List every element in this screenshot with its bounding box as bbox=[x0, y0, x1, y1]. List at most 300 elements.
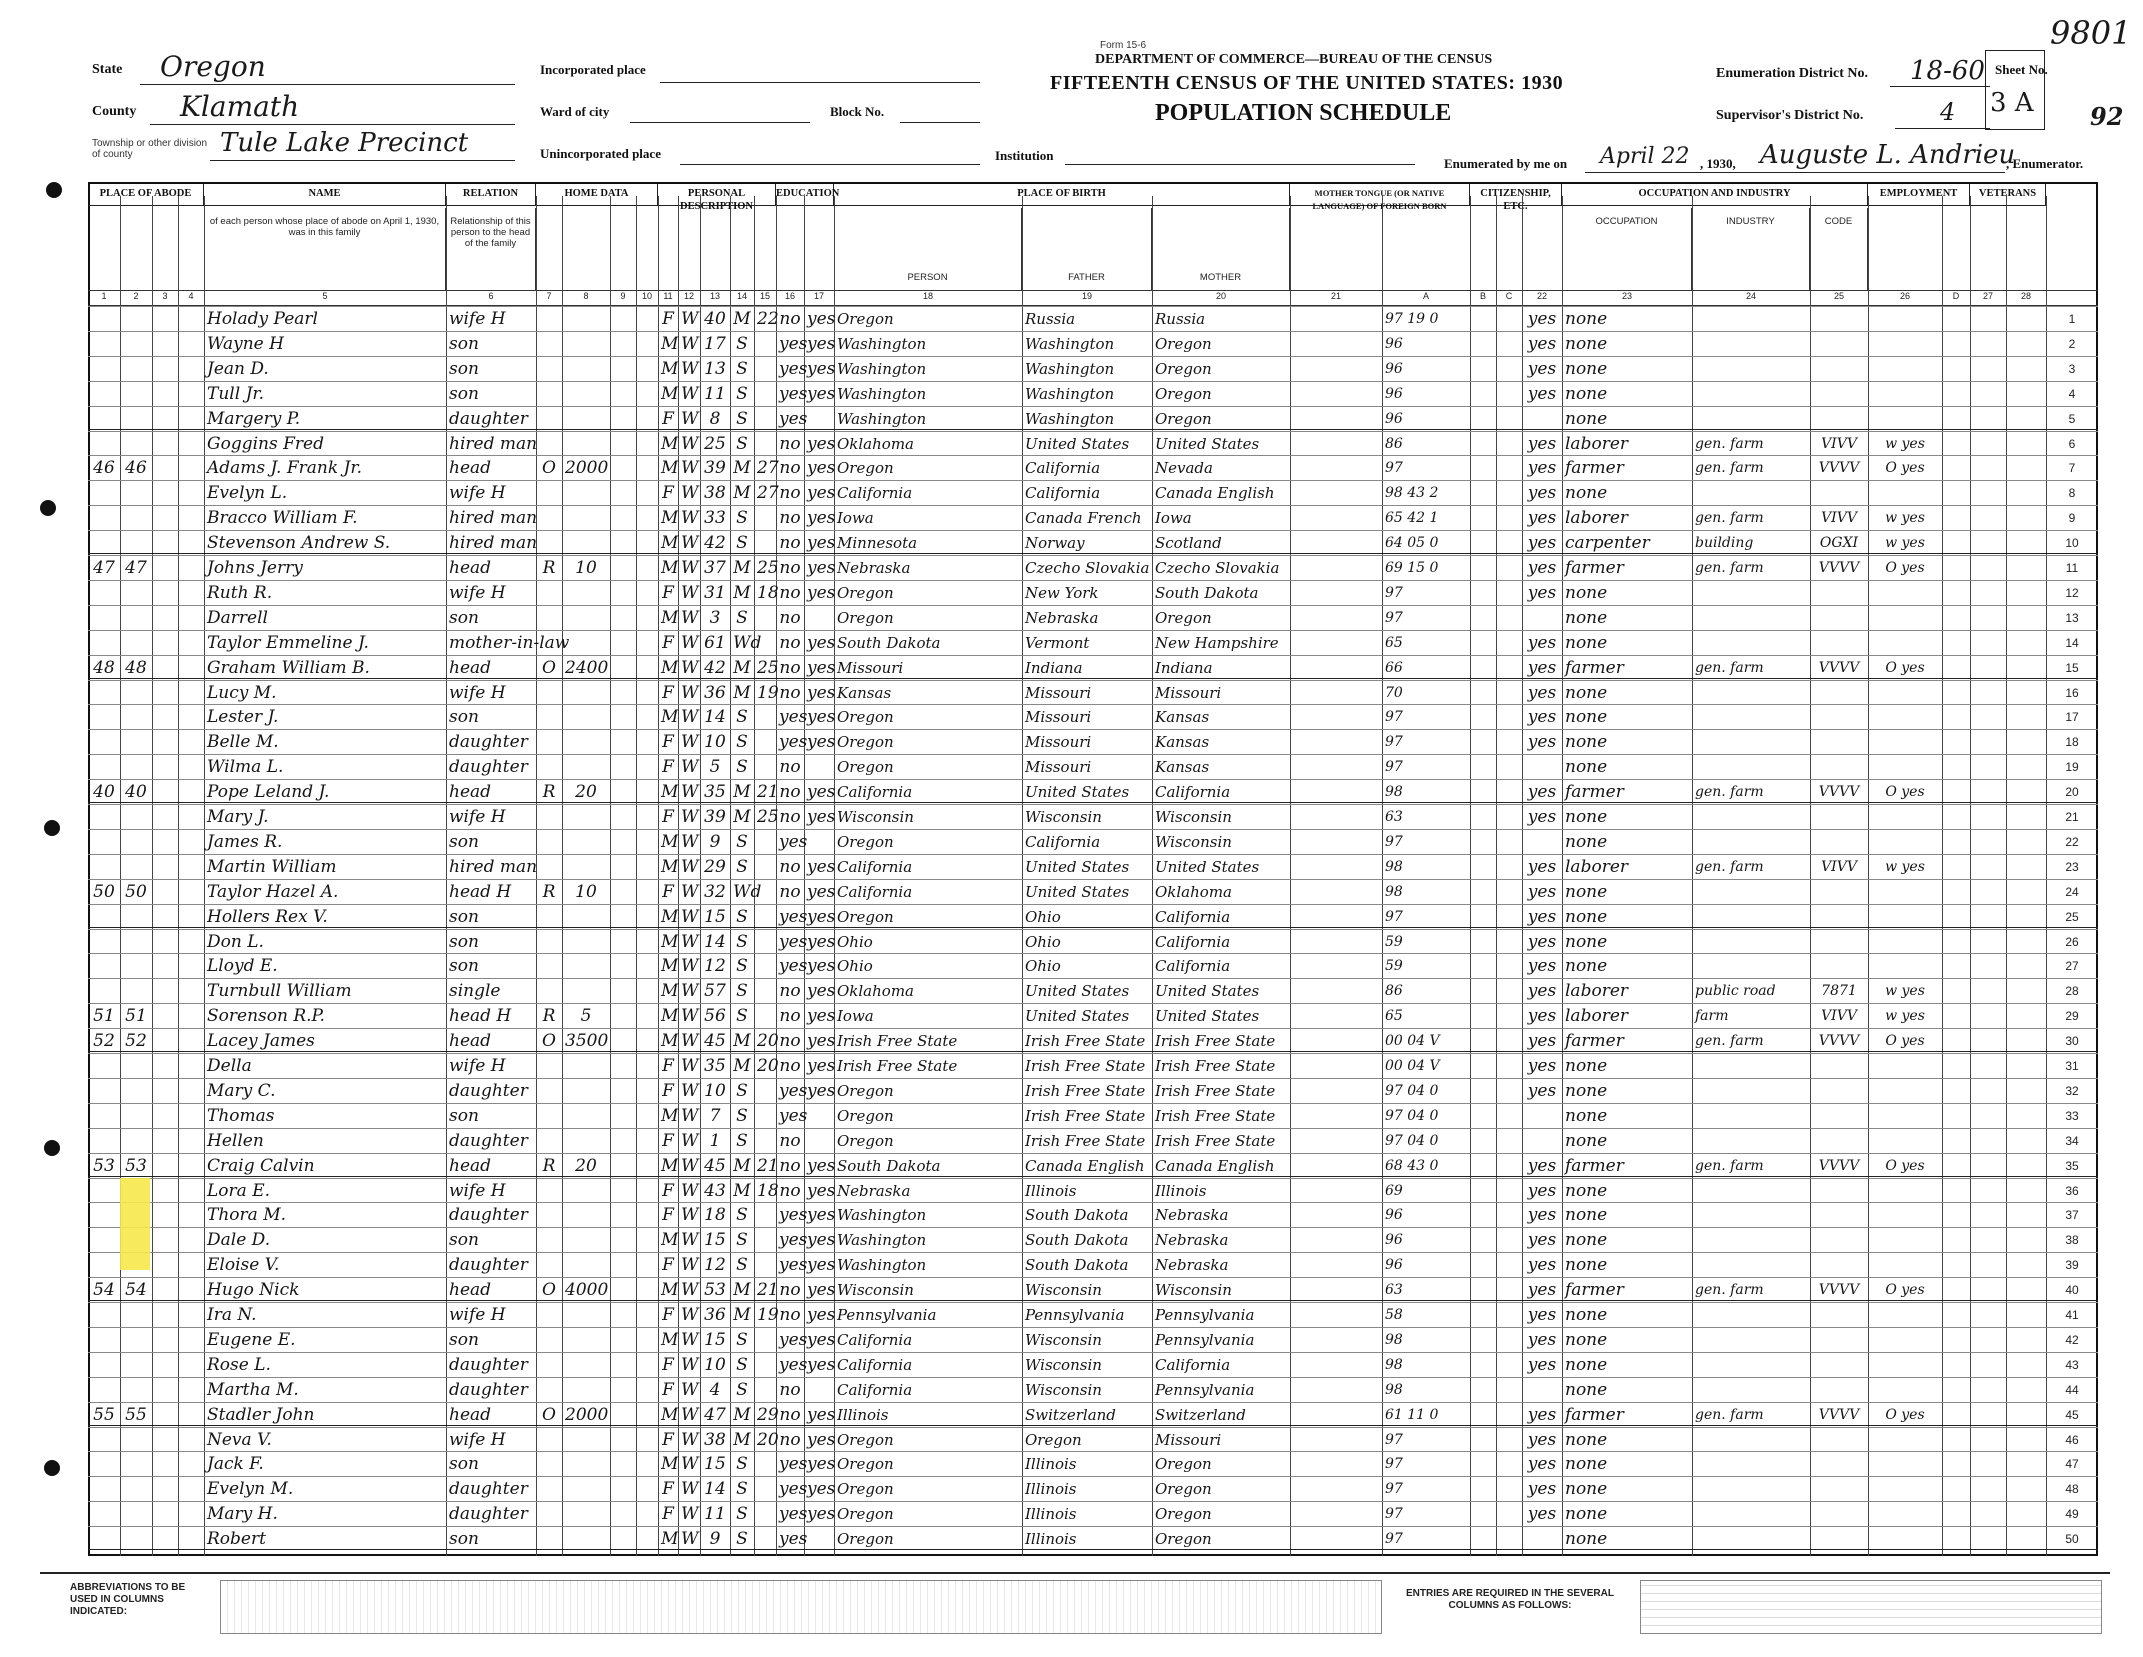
department-title: DEPARTMENT OF COMMERCE—BUREAU OF THE CENSUS bbox=[1095, 52, 1493, 67]
cell-ms: M bbox=[733, 1280, 751, 1301]
cell-race: W bbox=[681, 508, 699, 529]
cell-occ: none bbox=[1565, 1080, 1608, 1101]
cell-fam bbox=[123, 631, 149, 655]
cell-ocode bbox=[1813, 1452, 1865, 1476]
cell-code: 65 bbox=[1385, 1008, 1403, 1025]
cell-sch: no bbox=[779, 433, 801, 454]
cell-occ: none bbox=[1565, 309, 1608, 329]
cell-code: 97 04 0 bbox=[1385, 1107, 1439, 1124]
cell-sch: no bbox=[779, 1305, 801, 1325]
cell-bp: California bbox=[837, 1330, 913, 1349]
table-row bbox=[88, 829, 2098, 853]
cell-val bbox=[565, 407, 607, 431]
cell-rel: son bbox=[449, 1329, 479, 1350]
cell-n: 12 bbox=[2065, 585, 2079, 600]
column-number: 6 bbox=[488, 291, 494, 301]
cell-val bbox=[565, 755, 607, 779]
cell-ocode bbox=[1813, 755, 1865, 779]
cell-age: 8 bbox=[709, 408, 721, 429]
enumerated-year: , 1930, bbox=[1700, 156, 1736, 171]
cell-bpm: Kansas bbox=[1155, 733, 1210, 752]
cell-dw bbox=[91, 382, 117, 406]
cell-emp bbox=[1871, 905, 1939, 929]
cell-name: Mary H. bbox=[207, 1504, 278, 1525]
cell-fam: 51 bbox=[125, 1006, 147, 1027]
cell-bp: California bbox=[837, 1355, 913, 1374]
cell-am bbox=[757, 954, 773, 978]
cell-n: 19 bbox=[2065, 760, 2079, 775]
cell-n: 44 bbox=[2065, 1382, 2079, 1397]
cell-own bbox=[539, 830, 559, 854]
cell-ocode bbox=[1813, 830, 1865, 854]
cell-age: 9 bbox=[709, 831, 721, 852]
column-number: C bbox=[1505, 291, 1513, 301]
cell-fam bbox=[123, 332, 149, 356]
cell-age: 36 bbox=[704, 682, 726, 703]
cell-sch: no bbox=[779, 757, 801, 778]
cell-code: 98 43 2 bbox=[1385, 485, 1439, 502]
cell-n: 25 bbox=[2065, 909, 2079, 924]
cell-bpf: United States bbox=[1025, 857, 1130, 876]
cell-sex: M bbox=[661, 358, 679, 379]
cell-am bbox=[757, 1079, 773, 1103]
cell-emp bbox=[1871, 481, 1939, 505]
cell-emp bbox=[1871, 830, 1939, 854]
cell-ocode bbox=[1813, 1303, 1865, 1327]
cell-dw bbox=[91, 954, 117, 978]
cell-ocode bbox=[1813, 1378, 1865, 1402]
cell-age: 31 bbox=[704, 582, 726, 603]
cell-ind bbox=[1695, 880, 1807, 904]
cell-read: yes bbox=[807, 956, 836, 977]
cell-fam bbox=[123, 581, 149, 605]
cell-n: 39 bbox=[2065, 1258, 2079, 1273]
cell-bpf: Pennsylvania bbox=[1025, 1306, 1125, 1324]
cell-emp: O yes bbox=[1885, 1406, 1925, 1423]
cell-name: Tull Jr. bbox=[207, 383, 265, 404]
cell-n: 42 bbox=[2065, 1332, 2079, 1347]
cell-occ: none bbox=[1565, 881, 1608, 902]
cell-eng: yes bbox=[1527, 1404, 1557, 1425]
cell-fam bbox=[123, 930, 149, 954]
cell-read bbox=[807, 830, 831, 854]
binder-punch bbox=[44, 820, 60, 836]
cell-occ: laborer bbox=[1565, 981, 1629, 1002]
cell-code: 98 bbox=[1385, 883, 1403, 900]
cell-read: yes bbox=[807, 1504, 836, 1525]
cell-name: Neva V. bbox=[207, 1429, 272, 1450]
cell-read: yes bbox=[807, 1080, 836, 1101]
cell-read: yes bbox=[807, 458, 836, 479]
cell-ind bbox=[1695, 407, 1807, 431]
cell-eng: yes bbox=[1527, 1329, 1557, 1350]
cell-sex: M bbox=[661, 1155, 679, 1176]
cell-sex: F bbox=[662, 483, 674, 504]
cell-val bbox=[565, 855, 607, 879]
township-label: Township or other division of county bbox=[92, 138, 208, 160]
cell-am: 19 bbox=[757, 682, 779, 703]
cell-own bbox=[539, 1079, 559, 1103]
cell-bp: Washington bbox=[837, 1231, 927, 1250]
cell-sex: M bbox=[661, 1105, 679, 1126]
cell-name: Lacey James bbox=[207, 1031, 315, 1052]
cell-race: W bbox=[681, 856, 699, 877]
cell-occ: none bbox=[1565, 383, 1608, 404]
cell-rel: daughter bbox=[449, 1255, 528, 1276]
cell-fam bbox=[123, 1527, 149, 1551]
cell-rel: head H bbox=[449, 881, 512, 902]
cell-bpf: Irish Free State bbox=[1025, 1032, 1146, 1051]
cell-bpf: Missouri bbox=[1025, 683, 1092, 702]
cell-bp: Kansas bbox=[837, 683, 892, 702]
cell-code: 98 bbox=[1385, 1331, 1403, 1348]
column-number: 23 bbox=[1621, 291, 1632, 301]
cell-fam bbox=[123, 382, 149, 406]
cell-occ: none bbox=[1565, 1479, 1608, 1500]
cell-am bbox=[757, 1502, 773, 1526]
cell-n: 49 bbox=[2065, 1507, 2079, 1522]
cell-sex: F bbox=[662, 408, 674, 429]
cell-age: 53 bbox=[704, 1280, 726, 1301]
cell-own bbox=[539, 730, 559, 754]
cell-code: 96 bbox=[1385, 1232, 1403, 1249]
cell-ind: building bbox=[1695, 535, 1754, 552]
cell-code: 96 bbox=[1385, 1257, 1403, 1274]
cell-ind bbox=[1695, 1452, 1807, 1476]
cell-occ: none bbox=[1565, 1504, 1608, 1525]
cell-am bbox=[757, 1378, 773, 1402]
cell-fam: 50 bbox=[125, 881, 147, 902]
cell-bp: Irish Free State bbox=[837, 1057, 958, 1075]
cell-name: Evelyn M. bbox=[207, 1479, 294, 1500]
cell-am bbox=[757, 905, 773, 929]
cell-emp bbox=[1871, 581, 1939, 605]
cell-read: yes bbox=[807, 1056, 836, 1076]
cell-bpf: Irish Free State bbox=[1025, 1081, 1146, 1100]
table-row bbox=[88, 1377, 2098, 1401]
cell-n: 18 bbox=[2065, 735, 2079, 750]
cell-age: 18 bbox=[704, 1205, 726, 1226]
cell-read: yes bbox=[807, 1230, 836, 1251]
cell-sex: F bbox=[662, 1379, 674, 1400]
cell-ind bbox=[1695, 581, 1807, 605]
cell-race: W bbox=[681, 1354, 699, 1375]
cell-code: 86 bbox=[1385, 435, 1403, 452]
table-row bbox=[88, 804, 2098, 828]
cell-val: 20 bbox=[575, 782, 597, 803]
cell-age: 38 bbox=[704, 483, 726, 504]
cell-rel: wife H bbox=[449, 1429, 506, 1450]
cell-ind bbox=[1695, 382, 1807, 406]
cell-read: yes bbox=[807, 657, 836, 678]
cell-read: yes bbox=[807, 1280, 836, 1301]
cell-age: 1 bbox=[709, 1130, 721, 1151]
cell-eng: yes bbox=[1527, 906, 1557, 927]
cell-bp: Washington bbox=[837, 334, 927, 353]
cell-emp: O yes bbox=[1885, 460, 1925, 477]
cell-fam bbox=[123, 681, 149, 705]
ward-underline bbox=[630, 122, 810, 123]
cell-rel: head bbox=[449, 657, 492, 678]
cell-bpf: Wisconsin bbox=[1025, 1380, 1102, 1399]
cell-ocode: VIVV bbox=[1821, 1008, 1857, 1025]
table-row bbox=[88, 1128, 2098, 1152]
cell-ms: Wd bbox=[733, 632, 762, 653]
cell-race: W bbox=[681, 483, 699, 504]
column-header-name: of each person whose place of abode on April 1, 1930, was in this family bbox=[204, 208, 446, 290]
cell-bpm: Scotland bbox=[1155, 534, 1222, 553]
cell-ms: M bbox=[733, 807, 751, 827]
cell-eng: yes bbox=[1527, 383, 1557, 404]
cell-age: 40 bbox=[704, 309, 726, 329]
cell-own bbox=[539, 1378, 559, 1402]
cell-n: 11 bbox=[2065, 561, 2079, 575]
cell-ind: farm bbox=[1695, 1008, 1729, 1025]
schedule-title: POPULATION SCHEDULE bbox=[1155, 100, 1452, 126]
cell-fam bbox=[123, 730, 149, 754]
cell-bpf: Norway bbox=[1025, 534, 1085, 553]
cell-bpm: California bbox=[1155, 932, 1231, 951]
cell-own bbox=[539, 307, 559, 331]
cell-ocode: VVVV bbox=[1818, 1406, 1860, 1423]
cell-ind bbox=[1695, 481, 1807, 505]
cell-age: 14 bbox=[704, 707, 726, 728]
cell-bpf: Switzerland bbox=[1025, 1405, 1116, 1424]
block-label: Block No. bbox=[830, 104, 885, 119]
cell-ms: S bbox=[736, 1130, 748, 1151]
cell-bpf: Illinois bbox=[1025, 1455, 1077, 1474]
cell-occ: none bbox=[1565, 931, 1608, 952]
cell-sch: yes bbox=[779, 1080, 808, 1101]
cell-bpm: United States bbox=[1155, 982, 1260, 1001]
table-row bbox=[88, 879, 2098, 903]
cell-eng: yes bbox=[1527, 782, 1557, 803]
cell-own bbox=[539, 606, 559, 630]
cell-eng bbox=[1525, 1527, 1559, 1551]
cell-race: W bbox=[681, 1504, 699, 1525]
cell-dw bbox=[91, 631, 117, 655]
cell-rel: son bbox=[449, 1454, 479, 1475]
cell-ocode bbox=[1813, 1527, 1865, 1551]
cell-emp bbox=[1871, 1054, 1939, 1078]
cell-name: Thomas bbox=[207, 1105, 275, 1126]
cell-read: yes bbox=[807, 981, 836, 1002]
cell-race: W bbox=[681, 682, 699, 703]
cell-own: R bbox=[542, 782, 556, 803]
cell-occ: farmer bbox=[1565, 458, 1624, 479]
cell-val bbox=[565, 1179, 607, 1203]
cell-ocode: VVVV bbox=[1818, 1157, 1860, 1174]
cell-fam bbox=[123, 1452, 149, 1476]
cell-val: 2000 bbox=[565, 1404, 609, 1425]
cell-age: 29 bbox=[704, 856, 726, 877]
cell-occ: laborer bbox=[1565, 508, 1629, 529]
cell-name: Johns Jerry bbox=[207, 558, 303, 578]
column-group-header: OCCUPATION AND INDUSTRY bbox=[1562, 184, 1868, 206]
cell-race: W bbox=[681, 1105, 699, 1126]
cell-age: 10 bbox=[704, 1354, 726, 1375]
cell-dw bbox=[91, 1428, 117, 1452]
enumerated-underline bbox=[1585, 172, 2005, 173]
cell-ms: S bbox=[736, 1504, 748, 1525]
cell-rel: daughter bbox=[449, 1504, 528, 1525]
cell-sex: M bbox=[661, 383, 679, 404]
cell-eng: yes bbox=[1527, 632, 1557, 653]
cell-age: 10 bbox=[704, 1080, 726, 1101]
cell-bpf: Missouri bbox=[1025, 733, 1092, 752]
cell-n: 33 bbox=[2065, 1108, 2079, 1123]
cell-n: 16 bbox=[2065, 685, 2079, 700]
cell-val bbox=[565, 357, 607, 381]
cell-own: O bbox=[542, 458, 556, 479]
cell-age: 39 bbox=[704, 458, 726, 479]
cell-age: 15 bbox=[704, 1454, 726, 1475]
enum-district-value: 18-60 bbox=[1910, 56, 1985, 86]
cell-ocode bbox=[1813, 631, 1865, 655]
cell-occ: none bbox=[1565, 956, 1608, 977]
cell-bp: Pennsylvania bbox=[837, 1306, 937, 1324]
cell-rel: son bbox=[449, 358, 479, 379]
cell-sex: F bbox=[662, 1354, 674, 1375]
cell-sch: yes bbox=[779, 707, 808, 728]
cell-bp: Washington bbox=[837, 384, 927, 403]
cell-val bbox=[565, 332, 607, 356]
cell-read: yes bbox=[807, 782, 836, 803]
cell-occ: none bbox=[1565, 607, 1608, 628]
cell-race: W bbox=[681, 707, 699, 728]
cell-ms: S bbox=[736, 707, 748, 728]
cell-sch: no bbox=[779, 657, 801, 678]
cell-ocode: VVVV bbox=[1818, 560, 1860, 576]
cell-emp bbox=[1871, 1203, 1939, 1227]
cell-eng: yes bbox=[1527, 1031, 1557, 1052]
cell-read bbox=[807, 1378, 831, 1402]
cell-name: Pope Leland J. bbox=[207, 782, 330, 803]
cell-bpf: South Dakota bbox=[1025, 1256, 1129, 1275]
column-number: 10 bbox=[641, 291, 652, 301]
cell-ocode bbox=[1813, 705, 1865, 729]
cell-am: 27 bbox=[757, 458, 779, 479]
cell-code: 96 bbox=[1385, 360, 1403, 377]
column-number: 5 bbox=[322, 291, 328, 301]
cell-read: yes bbox=[807, 582, 836, 603]
cell-fam: 47 bbox=[125, 558, 147, 578]
cell-eng: yes bbox=[1527, 309, 1557, 329]
cell-emp bbox=[1871, 705, 1939, 729]
cell-eng: yes bbox=[1527, 732, 1557, 753]
cell-occ: none bbox=[1565, 831, 1608, 852]
cell-ind bbox=[1695, 357, 1807, 381]
cell-sch: yes bbox=[779, 831, 808, 852]
column-number: D bbox=[1952, 291, 1960, 301]
cell-bpm: Nebraska bbox=[1155, 1256, 1229, 1275]
cell-read: yes bbox=[807, 1429, 836, 1450]
cell-code: 97 bbox=[1385, 734, 1403, 751]
cell-ms: S bbox=[736, 358, 748, 379]
cell-bp: California bbox=[837, 857, 913, 876]
cell-sch: yes bbox=[779, 931, 808, 952]
cell-bpm: Wisconsin bbox=[1155, 1281, 1232, 1300]
cell-eng: yes bbox=[1527, 1056, 1557, 1076]
enum-district-label: Enumeration District No. bbox=[1716, 66, 1869, 81]
column-group-header: PLACE OF ABODE bbox=[88, 184, 204, 206]
cell-age: 15 bbox=[704, 906, 726, 927]
cell-sch: no bbox=[779, 682, 801, 703]
cell-dw bbox=[91, 730, 117, 754]
cell-bp: Washington bbox=[837, 1206, 927, 1225]
cell-bpm: Oregon bbox=[1155, 608, 1212, 627]
cell-rel: daughter bbox=[449, 1205, 528, 1226]
cell-dw bbox=[91, 481, 117, 505]
cell-occ: none bbox=[1565, 408, 1608, 429]
cell-dw bbox=[91, 1129, 117, 1153]
cell-name: James R. bbox=[207, 831, 283, 852]
cell-bpm: Pennsylvania bbox=[1155, 1306, 1255, 1324]
cell-occ: laborer bbox=[1565, 856, 1629, 877]
cell-ind: gen. farm bbox=[1695, 784, 1764, 801]
cell-eng: yes bbox=[1527, 1255, 1557, 1276]
cell-emp bbox=[1871, 1079, 1939, 1103]
cell-ind: gen. farm bbox=[1695, 510, 1764, 527]
cell-ocode bbox=[1813, 1502, 1865, 1526]
cell-fam bbox=[123, 1378, 149, 1402]
cell-code: 97 04 0 bbox=[1385, 1132, 1439, 1149]
cell-ms: S bbox=[736, 1006, 748, 1027]
cell-sch: yes bbox=[779, 358, 808, 379]
cell-occ: none bbox=[1565, 1454, 1608, 1475]
cell-sch: no bbox=[779, 558, 801, 578]
cell-val bbox=[565, 1502, 607, 1526]
cell-code: 00 04 V bbox=[1385, 1033, 1440, 1050]
cell-occ: none bbox=[1565, 757, 1608, 778]
cell-val bbox=[565, 1253, 607, 1277]
cell-val: 4000 bbox=[565, 1280, 609, 1301]
cell-occ: none bbox=[1565, 807, 1608, 827]
cell-emp bbox=[1871, 1502, 1939, 1526]
cell-bpm: Oregon bbox=[1155, 384, 1212, 403]
table-row bbox=[88, 754, 2098, 778]
cell-own bbox=[539, 581, 559, 605]
cell-dw bbox=[91, 1203, 117, 1227]
cell-dw bbox=[91, 1378, 117, 1402]
cell-code: 96 bbox=[1385, 410, 1403, 427]
cell-name: Hollers Rex V. bbox=[207, 906, 328, 927]
cell-ocode bbox=[1813, 1353, 1865, 1377]
cell-occ: none bbox=[1565, 1305, 1608, 1325]
cell-sch: no bbox=[779, 807, 801, 827]
cell-bpf: Irish Free State bbox=[1025, 1106, 1146, 1125]
cell-age: 61 bbox=[704, 632, 726, 653]
cell-own bbox=[539, 1104, 559, 1128]
cell-sch: yes bbox=[779, 1454, 808, 1475]
cell-eng: yes bbox=[1527, 1454, 1557, 1475]
cell-race: W bbox=[681, 309, 699, 329]
cell-ocode: 7871 bbox=[1821, 983, 1857, 1000]
cell-ocode bbox=[1813, 1179, 1865, 1203]
cell-read: yes bbox=[807, 632, 836, 653]
cell-name: Ruth R. bbox=[207, 582, 273, 603]
table-row bbox=[88, 1003, 2098, 1027]
cell-code: 97 04 0 bbox=[1385, 1082, 1439, 1099]
cell-ms: M bbox=[733, 1056, 751, 1076]
cell-ms: M bbox=[733, 682, 751, 703]
cell-emp: O yes bbox=[1885, 1157, 1925, 1174]
cell-n: 29 bbox=[2065, 1009, 2079, 1024]
cell-ocode bbox=[1813, 1079, 1865, 1103]
cell-dw bbox=[91, 531, 117, 555]
cell-bp: Oregon bbox=[837, 1480, 894, 1499]
cell-sex: F bbox=[662, 1305, 674, 1325]
